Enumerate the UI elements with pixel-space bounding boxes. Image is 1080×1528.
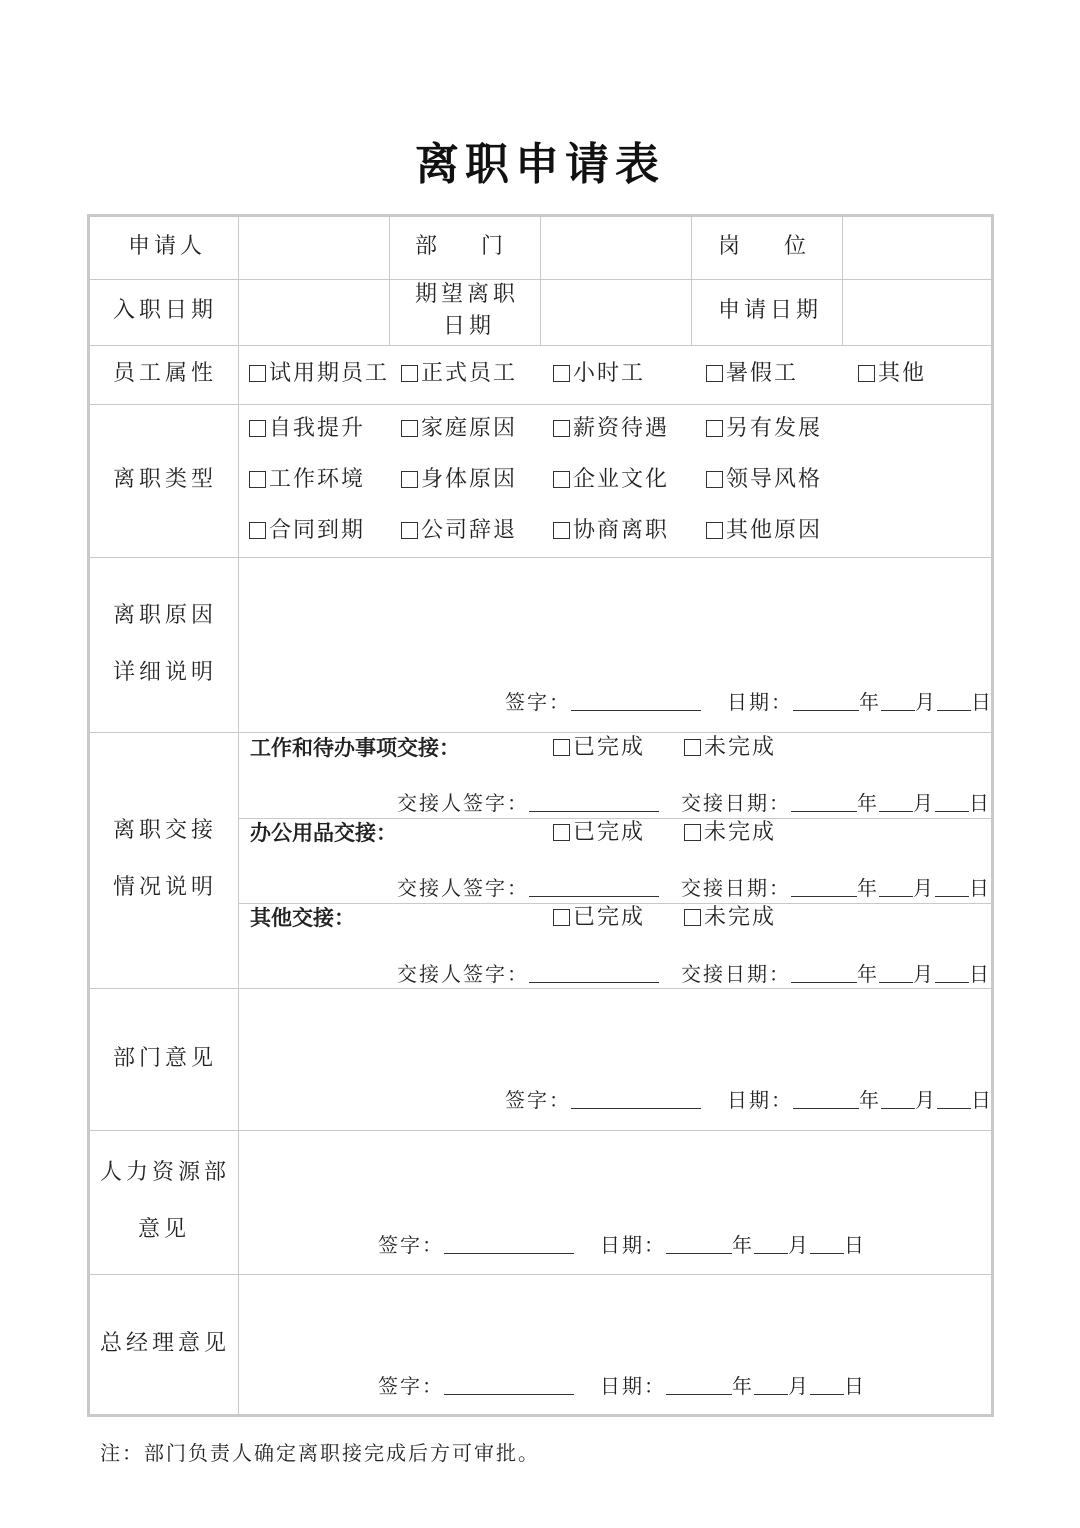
- expected-leave-date-field[interactable]: [542, 280, 688, 342]
- dept-opinion-area[interactable]: [240, 990, 990, 1080]
- hr-opinion-label: 人力资源部: [100, 1160, 231, 1185]
- gm-opinion-area[interactable]: [240, 1276, 990, 1366]
- reason-label: 离职原因: [113, 603, 218, 628]
- dept-opinion-label: 部门意见: [113, 1046, 218, 1071]
- checkbox-icon: [553, 420, 570, 437]
- checkbox-work-environment[interactable]: 工作环境: [249, 469, 365, 491]
- checkbox-completed[interactable]: 已完成: [553, 907, 645, 929]
- checkbox-icon: [858, 365, 875, 382]
- checkbox-icon: [401, 420, 418, 437]
- checkbox-icon: [706, 522, 723, 539]
- checkbox-probation[interactable]: 试用期员工: [249, 363, 389, 385]
- gm-opinion-label: 总经理意见: [100, 1331, 231, 1356]
- applicant-label: 申请人: [128, 234, 207, 259]
- page-title: 离职申请表: [415, 139, 665, 190]
- checkbox-icon: [249, 471, 266, 488]
- handover-item-title: 其他交接：: [250, 905, 355, 930]
- checkbox-icon: [553, 909, 570, 926]
- checkbox-icon: [249, 522, 266, 539]
- checkbox-other[interactable]: 其他: [858, 363, 926, 385]
- expected-leave-date-label-2: 日期: [443, 314, 496, 339]
- handover-signature-line[interactable]: 交接人签字： 交接日期： 年 月 日: [397, 876, 991, 900]
- handover-item-title: 办公用品交接：: [250, 820, 397, 845]
- checkbox-icon: [706, 365, 723, 382]
- checkbox-completed[interactable]: 已完成: [553, 822, 645, 844]
- position-field[interactable]: [844, 218, 990, 276]
- checkbox-icon: [684, 824, 701, 841]
- hr-opinion-label-2: 意见: [138, 1217, 191, 1242]
- checkbox-icon: [401, 522, 418, 539]
- checkbox-icon: [684, 739, 701, 756]
- checkbox-culture[interactable]: 企业文化: [553, 469, 669, 491]
- checkbox-not-completed[interactable]: 未完成: [684, 822, 776, 844]
- checkbox-dismissal[interactable]: 公司辞退: [401, 520, 517, 542]
- checkbox-icon: [684, 909, 701, 926]
- handover-signature-line[interactable]: 交接人签字： 交接日期： 年 月 日: [397, 962, 991, 986]
- dept-signature-line[interactable]: 签字： 日期： 年 月 日: [505, 1088, 993, 1112]
- checkbox-icon: [401, 471, 418, 488]
- checkbox-negotiated[interactable]: 协商离职: [553, 520, 669, 542]
- department-field[interactable]: [542, 218, 688, 276]
- checkbox-icon: [249, 365, 266, 382]
- gm-signature-line[interactable]: 签字： 日期： 年 月 日: [378, 1374, 866, 1398]
- handover-label: 离职交接: [113, 818, 218, 843]
- handover-label-2: 情况说明: [113, 875, 218, 900]
- expected-leave-date-label: 期望离职: [415, 282, 520, 307]
- handover-item-title: 工作和待办事项交接：: [250, 735, 460, 760]
- checkbox-regular[interactable]: 正式员工: [401, 363, 517, 385]
- leave-type-label: 离职类型: [113, 467, 218, 492]
- apply-date-field[interactable]: [844, 280, 990, 342]
- hr-opinion-area[interactable]: [240, 1132, 990, 1222]
- checkbox-icon: [553, 365, 570, 382]
- checkbox-icon: [553, 739, 570, 756]
- checkbox-salary[interactable]: 薪资待遇: [553, 418, 669, 440]
- footnote: 注：部门负责人确定离职接完成后方可审批。: [100, 1441, 540, 1465]
- checkbox-icon: [553, 522, 570, 539]
- checkbox-completed[interactable]: 已完成: [553, 737, 645, 759]
- reason-label-2: 详细说明: [113, 660, 218, 685]
- checkbox-family[interactable]: 家庭原因: [401, 418, 517, 440]
- checkbox-icon: [706, 420, 723, 437]
- apply-date-label: 申请日期: [718, 298, 823, 323]
- checkbox-health[interactable]: 身体原因: [401, 469, 517, 491]
- checkbox-hourly[interactable]: 小时工: [553, 363, 645, 385]
- handover-signature-line[interactable]: 交接人签字： 交接日期： 年 月 日: [397, 791, 991, 815]
- reason-signature-line[interactable]: 签字： 日期： 年 月 日: [505, 690, 993, 714]
- checkbox-self-improvement[interactable]: 自我提升: [249, 418, 365, 440]
- checkbox-other-reason[interactable]: 其他原因: [706, 520, 822, 542]
- hire-date-label: 入职日期: [113, 298, 218, 323]
- hr-signature-line[interactable]: 签字： 日期： 年 月 日: [378, 1233, 866, 1257]
- checkbox-icon: [553, 471, 570, 488]
- checkbox-icon: [401, 365, 418, 382]
- checkbox-summer[interactable]: 暑假工: [706, 363, 798, 385]
- hire-date-field[interactable]: [240, 280, 386, 342]
- checkbox-not-completed[interactable]: 未完成: [684, 907, 776, 929]
- employee-type-label: 员工属性: [113, 361, 218, 386]
- applicant-field[interactable]: [240, 218, 386, 276]
- checkbox-icon: [706, 471, 723, 488]
- checkbox-contract-end[interactable]: 合同到期: [249, 520, 365, 542]
- department-label: 部 门: [415, 234, 504, 259]
- checkbox-other-opportunity[interactable]: 另有发展: [706, 418, 822, 440]
- position-label: 岗 位: [718, 234, 807, 259]
- checkbox-icon: [249, 420, 266, 437]
- checkbox-icon: [553, 824, 570, 841]
- checkbox-leadership[interactable]: 领导风格: [706, 469, 822, 491]
- checkbox-not-completed[interactable]: 未完成: [684, 737, 776, 759]
- reason-text-area[interactable]: [240, 560, 990, 680]
